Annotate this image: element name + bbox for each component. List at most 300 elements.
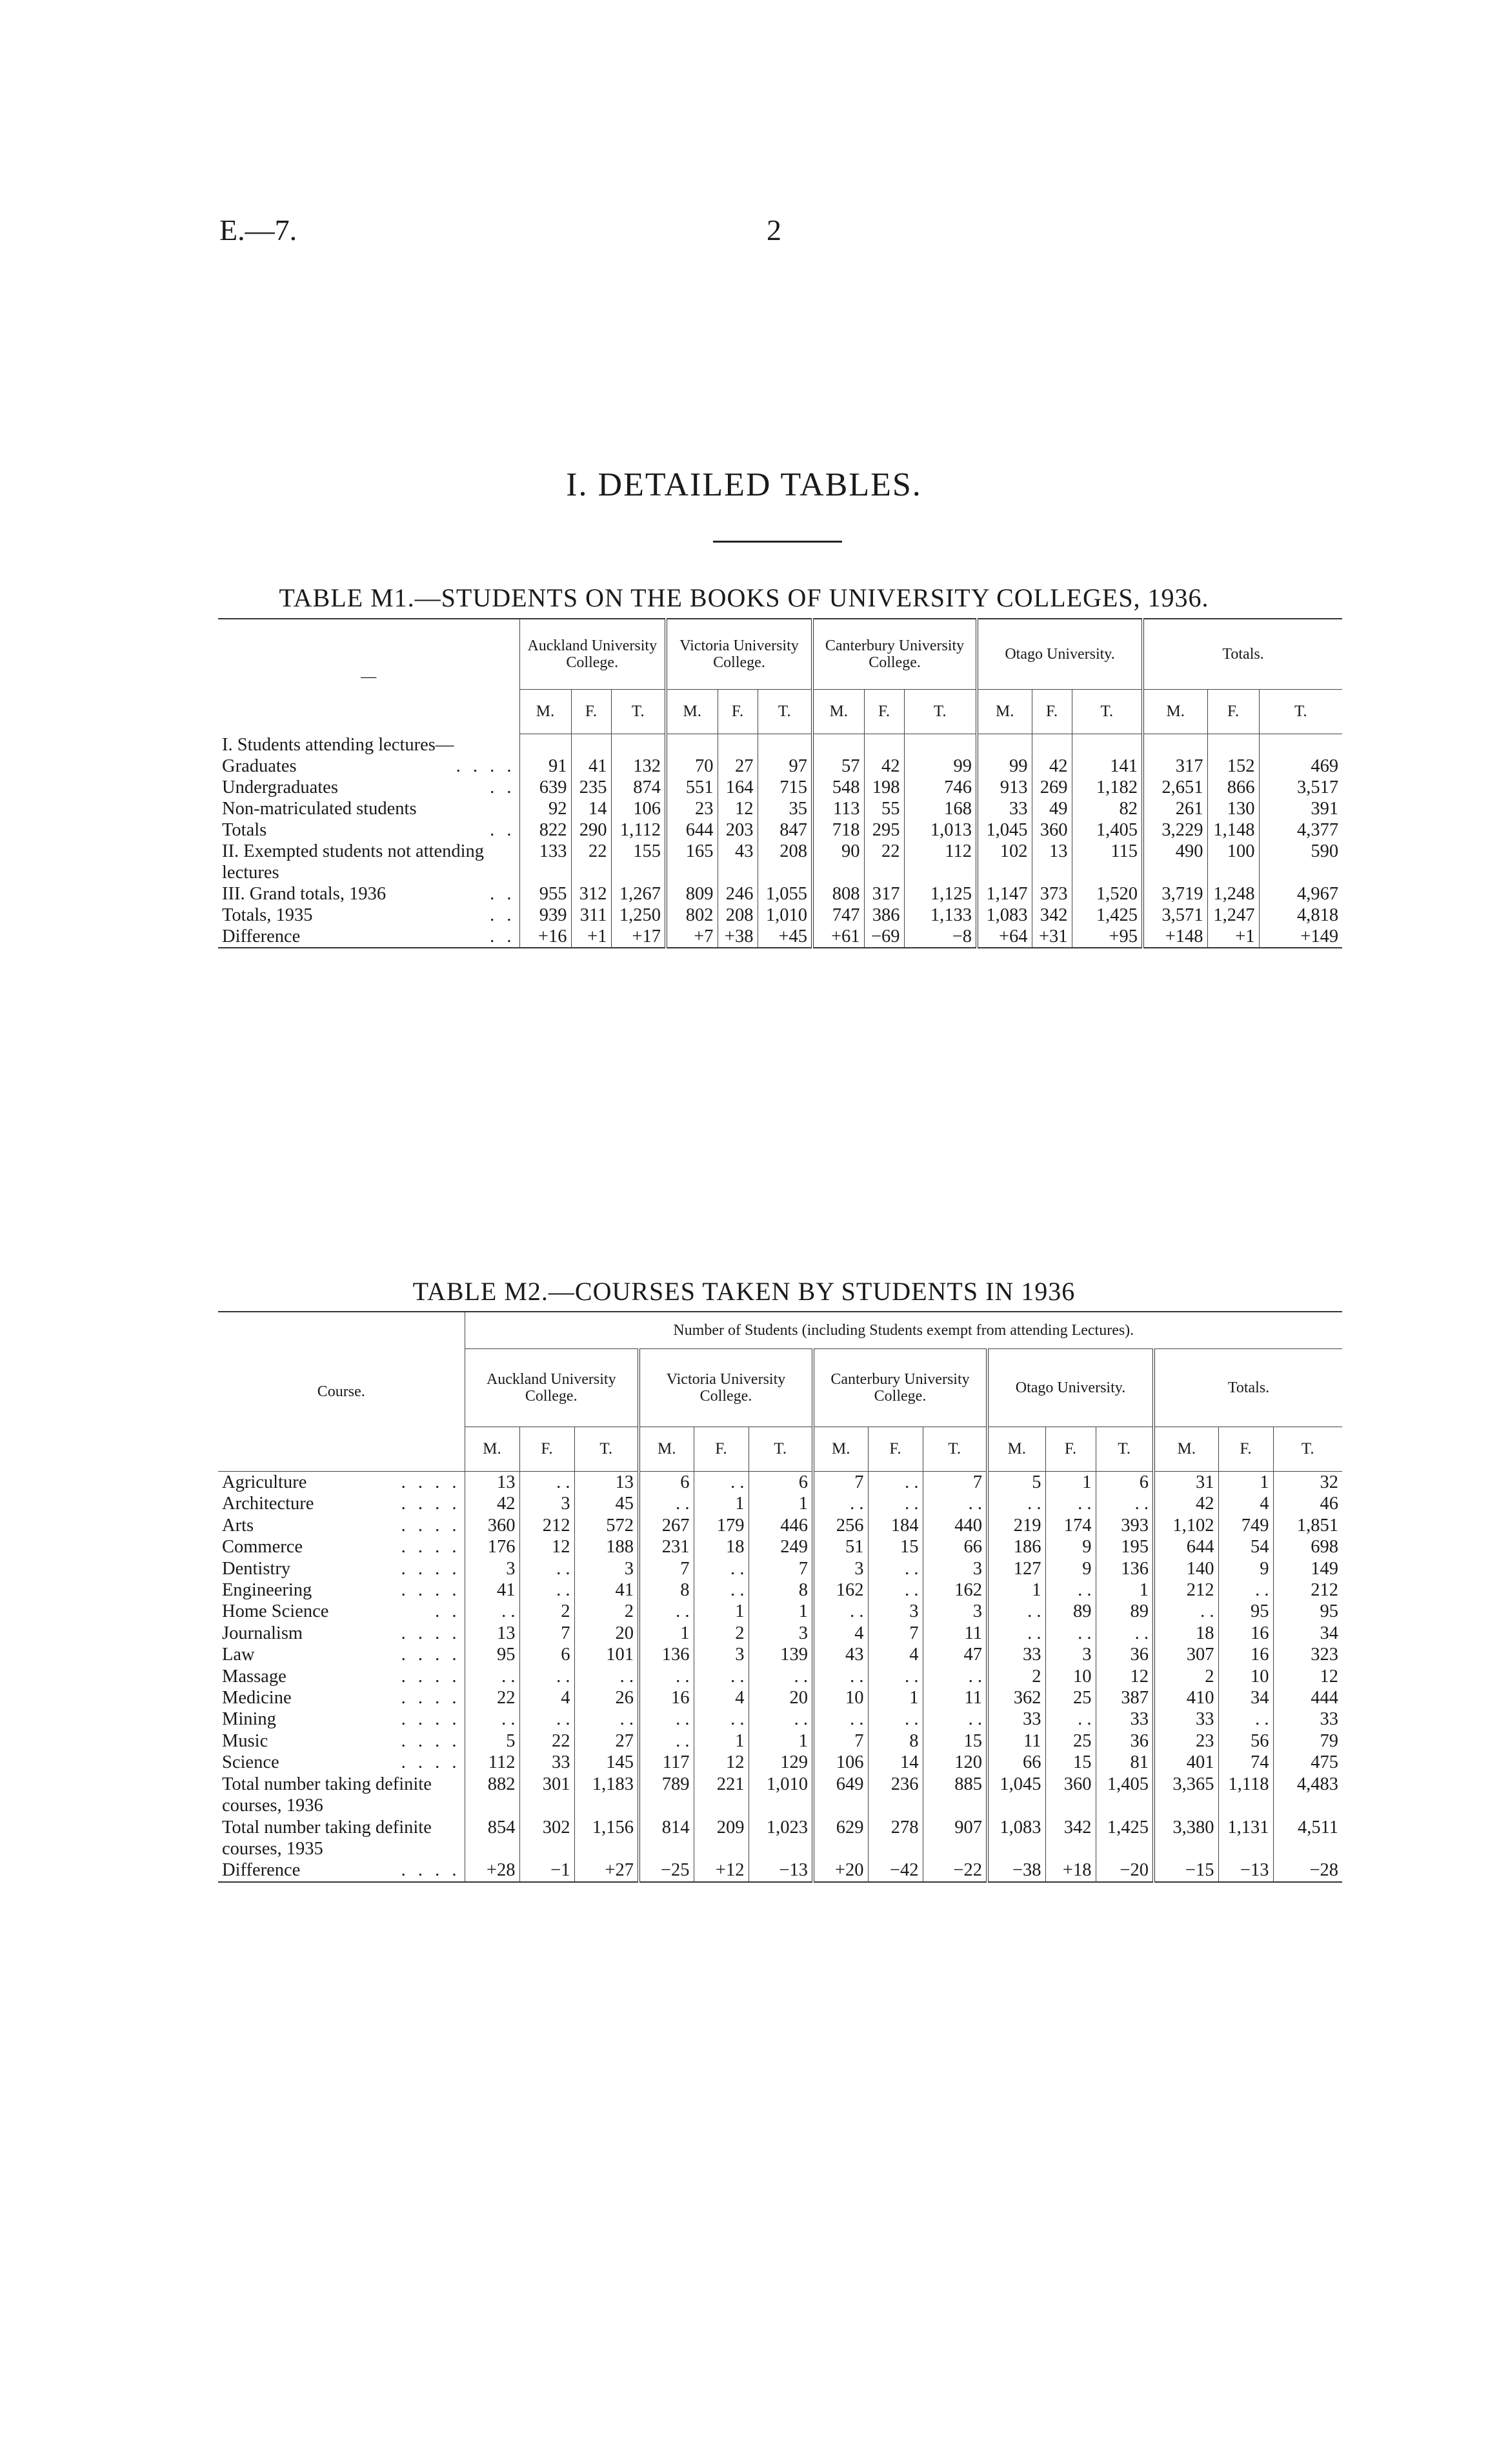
table-cell: +28 [465, 1859, 519, 1881]
table-cell: 12 [1273, 1666, 1342, 1687]
table-cell: 360 [1045, 1774, 1096, 1817]
table-cell: 46 [1273, 1493, 1342, 1514]
table-cell: . . [749, 1708, 813, 1730]
table-cell: 1 [694, 1601, 749, 1622]
table2-group-canterbury: Canterbury University College. [813, 1349, 987, 1427]
table-cell: 548 [812, 777, 864, 798]
table-cell: 41 [574, 1579, 639, 1601]
table-cell: 127 [987, 1558, 1045, 1579]
table-cell: +64 [977, 926, 1032, 948]
table-cell: 12 [519, 1536, 574, 1558]
table-cell: . . [749, 1666, 813, 1687]
table-cell: 3 [749, 1623, 813, 1644]
table-cell: 301 [519, 1774, 574, 1817]
row-label-text: Non-matriculated students [222, 798, 417, 819]
leader-dots: . . . . [401, 1645, 461, 1665]
table-row [218, 1752, 1342, 1773]
table-cell: 1 [868, 1687, 923, 1708]
table2-subhead: T. [749, 1427, 813, 1472]
table1-subhead: T. [904, 690, 977, 734]
table-cell: 149 [1273, 1558, 1342, 1579]
table-cell: 198 [864, 777, 904, 798]
table-cell: 644 [666, 819, 718, 841]
table-row [218, 1687, 1342, 1708]
table-cell: 4,511 [1273, 1817, 1342, 1860]
table-cell: 342 [1045, 1817, 1096, 1860]
table2-group-auckland: Auckland University College. [465, 1349, 639, 1427]
table-cell: 440 [923, 1515, 987, 1536]
table2-group-otago: Otago University. [987, 1349, 1154, 1427]
table-cell: 7 [639, 1558, 694, 1579]
table1-group-totals: Totals. [1143, 619, 1342, 690]
table-cell: 27 [574, 1730, 639, 1752]
row-label-text: Commerce [222, 1537, 303, 1558]
table-cell: 10 [1218, 1666, 1273, 1687]
table2-subhead: T. [923, 1427, 987, 1472]
row-label [218, 1666, 465, 1687]
table-cell: 3,517 [1259, 777, 1342, 798]
table-cell: 25 [1045, 1730, 1096, 1752]
row-label [218, 883, 519, 905]
table-cell: 1,045 [987, 1774, 1045, 1817]
table2-subhead: M. [1154, 1427, 1218, 1472]
table-cell: 3,719 [1143, 883, 1207, 905]
table-cell: 95 [1273, 1601, 1342, 1622]
table-cell: 749 [1218, 1515, 1273, 1536]
table-cell: 7 [813, 1472, 868, 1494]
table-cell: 882 [465, 1774, 519, 1817]
table-cell: . . [1154, 1601, 1218, 1622]
row-label-text: I. Students attending lectures— [222, 734, 454, 755]
table-cell: . . [519, 1558, 574, 1579]
row-label [218, 1644, 465, 1665]
row-label-text: III. Grand totals, 1936 [222, 883, 387, 904]
table2-subhead: M. [813, 1427, 868, 1472]
table-cell: 120 [923, 1752, 987, 1773]
row-label-text: Music [222, 1730, 268, 1751]
table-cell [571, 734, 611, 756]
table-cell: 913 [977, 777, 1032, 798]
table-cell: 1,055 [758, 883, 812, 905]
table-cell: 155 [611, 841, 666, 883]
table-cell: 386 [864, 905, 904, 926]
table-cell: . . [639, 1666, 694, 1687]
table-cell: 7 [868, 1623, 923, 1644]
table-cell: 15 [1045, 1752, 1096, 1773]
row-label [218, 1730, 465, 1752]
table-cell: 1 [987, 1579, 1045, 1601]
table-cell: 56 [1218, 1730, 1273, 1752]
row-label-text: Engineering [222, 1580, 312, 1601]
table-cell: 162 [923, 1579, 987, 1601]
table-row [218, 1774, 1342, 1817]
table-cell: 809 [666, 883, 718, 905]
table1-subhead: F. [1207, 690, 1259, 734]
table-cell: 1,147 [977, 883, 1032, 905]
table-cell: . . [639, 1730, 694, 1752]
table-cell: 373 [1032, 883, 1072, 905]
table-cell: 1,083 [977, 905, 1032, 926]
table-cell [812, 734, 864, 756]
table-row [218, 1493, 1342, 1514]
table-cell: . . [1218, 1708, 1273, 1730]
table-cell: 168 [904, 798, 977, 819]
table-cell: . . [987, 1601, 1045, 1622]
table-cell: +61 [812, 926, 864, 948]
table-cell: 362 [987, 1687, 1045, 1708]
table-cell: 79 [1273, 1730, 1342, 1752]
table-cell: 82 [1072, 798, 1143, 819]
table-cell: 874 [611, 777, 666, 798]
table-cell: . . [639, 1601, 694, 1622]
table1-group-auckland: Auckland University College. [519, 619, 666, 690]
table2-subhead: F. [1045, 1427, 1096, 1472]
table-cell: +45 [758, 926, 812, 948]
table-cell: 43 [718, 841, 758, 883]
table-cell: 295 [864, 819, 904, 841]
table-cell: 1,248 [1207, 883, 1259, 905]
table2-group-totals: Totals. [1154, 1349, 1342, 1427]
table-cell: 1,851 [1273, 1515, 1342, 1536]
table-cell: 99 [904, 756, 977, 777]
table-cell [519, 734, 571, 756]
table-cell: 1,520 [1072, 883, 1143, 905]
table-cell: 1,013 [904, 819, 977, 841]
page-reference: E.—7. [219, 214, 297, 246]
table-cell: 907 [923, 1817, 987, 1860]
table-cell: 393 [1096, 1515, 1154, 1536]
table-cell: +12 [694, 1859, 749, 1881]
table-cell: 3,380 [1154, 1817, 1218, 1860]
table-cell: . . [813, 1708, 868, 1730]
table-cell: 4,967 [1259, 883, 1342, 905]
table-cell: 23 [1154, 1730, 1218, 1752]
table-cell: 162 [813, 1579, 868, 1601]
table-cell: . . [1218, 1579, 1273, 1601]
table-cell: 8 [868, 1730, 923, 1752]
table-cell: 18 [1154, 1623, 1218, 1644]
table-cell: −25 [639, 1859, 694, 1881]
table-courses-taken [218, 1311, 1342, 1883]
leader-dots: . . [490, 883, 516, 904]
leader-dots: . . . . [401, 1515, 461, 1536]
row-label [218, 777, 519, 798]
table-cell: 342 [1032, 905, 1072, 926]
table-cell: 91 [519, 756, 571, 777]
table-row [218, 777, 1342, 798]
table-cell: 22 [519, 1730, 574, 1752]
table-cell: . . [465, 1601, 519, 1622]
table-cell: . . [694, 1666, 749, 1687]
table-cell: +1 [1207, 926, 1259, 948]
table-cell: 3,229 [1143, 819, 1207, 841]
table-cell: 33 [1096, 1708, 1154, 1730]
table-cell: 13 [1032, 841, 1072, 883]
table-cell: 854 [465, 1817, 519, 1860]
table-cell: 814 [639, 1817, 694, 1860]
table-cell: . . [868, 1708, 923, 1730]
table-cell: . . [639, 1493, 694, 1514]
table1-subhead: M. [666, 690, 718, 734]
table-cell: 140 [1154, 1558, 1218, 1579]
table-cell: 747 [812, 905, 864, 926]
table-cell: 22 [864, 841, 904, 883]
row-label-text: Architecture [222, 1494, 314, 1514]
row-label [218, 1752, 465, 1773]
row-label [218, 926, 519, 948]
table-cell: 1,083 [987, 1817, 1045, 1860]
table1-group-victoria: Victoria University College. [666, 619, 812, 690]
table-cell: 551 [666, 777, 718, 798]
table-cell: . . [1045, 1708, 1096, 1730]
table-cell: 31 [1154, 1472, 1218, 1494]
table-cell: 10 [813, 1687, 868, 1708]
table-row [218, 883, 1342, 905]
table-cell: +95 [1072, 926, 1143, 948]
table-cell: 33 [1154, 1708, 1218, 1730]
table-cell: 141 [1072, 756, 1143, 777]
table-cell: 74 [1218, 1752, 1273, 1773]
table-cell: 715 [758, 777, 812, 798]
table-cell: 9 [1045, 1558, 1096, 1579]
table-cell: 246 [718, 883, 758, 905]
table-row [218, 1515, 1342, 1536]
table-cell: 3,571 [1143, 905, 1207, 926]
table-cell: 1 [694, 1730, 749, 1752]
table-cell: 22 [571, 841, 611, 883]
table-cell [666, 734, 718, 756]
table-cell: 1 [749, 1601, 813, 1622]
table-cell: 1,250 [611, 905, 666, 926]
row-label [218, 819, 519, 841]
table-cell: 401 [1154, 1752, 1218, 1773]
table-cell: 203 [718, 819, 758, 841]
table-cell: 307 [1154, 1644, 1218, 1665]
table-cell: 188 [574, 1536, 639, 1558]
table-row [218, 798, 1342, 819]
table-cell: 212 [519, 1515, 574, 1536]
table-cell: 475 [1273, 1752, 1342, 1773]
table-cell: 808 [812, 883, 864, 905]
table-cell: 261 [1143, 798, 1207, 819]
row-label-text: Total number taking definite courses, 1936 [222, 1774, 432, 1816]
table-cell: 644 [1154, 1536, 1218, 1558]
table-cell: 1,405 [1096, 1774, 1154, 1817]
table-cell: 6 [1096, 1472, 1154, 1494]
leader-dots: . . . . [401, 1494, 461, 1514]
table-row [218, 1472, 1342, 1494]
row-label [218, 1774, 465, 1817]
row-label [218, 1623, 465, 1644]
leader-dots: . . . . [401, 1472, 461, 1492]
table-cell: +17 [611, 926, 666, 948]
row-label-text: Science [222, 1752, 279, 1773]
table-row [218, 841, 1342, 883]
table-cell: 446 [749, 1515, 813, 1536]
table-cell: 4,818 [1259, 905, 1342, 926]
table-cell: 2 [1154, 1666, 1218, 1687]
table-cell: 7 [923, 1472, 987, 1494]
leader-dots: . . . . [401, 1623, 461, 1643]
table2-spanning-header: Number of Students (including Students exempt from attending Lectures). [465, 1312, 1342, 1349]
table-cell: . . [519, 1708, 574, 1730]
table-cell: 130 [1207, 798, 1259, 819]
table-cell: 106 [813, 1752, 868, 1773]
table1-caption: TABLE M1.—STUDENTS ON THE BOOKS OF UNIVERSITY COLLEGES, 1936. [279, 583, 1209, 612]
table-cell: −28 [1273, 1859, 1342, 1881]
table-cell: 2 [987, 1666, 1045, 1687]
row-label [218, 1708, 465, 1730]
leader-dots: . . [490, 926, 516, 947]
table-cell [758, 734, 812, 756]
table-cell: 22 [465, 1687, 519, 1708]
row-label [218, 1472, 465, 1494]
table-cell: 3 [519, 1493, 574, 1514]
table-cell: 3,365 [1154, 1774, 1218, 1817]
table-row [218, 756, 1342, 777]
table-cell [1032, 734, 1072, 756]
table-cell: 152 [1207, 756, 1259, 777]
table-cell: 32 [1273, 1472, 1342, 1494]
table-cell: 33 [519, 1752, 574, 1773]
table-cell: 100 [1207, 841, 1259, 883]
table-row [218, 905, 1342, 926]
row-label [218, 756, 519, 777]
table-cell: −42 [868, 1859, 923, 1881]
table-cell: 89 [1096, 1601, 1154, 1622]
table-cell: 4 [694, 1687, 749, 1708]
table-cell: 1,118 [1218, 1774, 1273, 1817]
table-cell: 90 [812, 841, 864, 883]
table-cell: 802 [666, 905, 718, 926]
table-cell: 27 [718, 756, 758, 777]
table-row [218, 1708, 1342, 1730]
table-cell: 269 [1032, 777, 1072, 798]
table-cell: 1,102 [1154, 1515, 1218, 1536]
table-cell: 1 [749, 1493, 813, 1514]
table-cell: 47 [923, 1644, 987, 1665]
table1-subhead: T. [758, 690, 812, 734]
table-cell: 847 [758, 819, 812, 841]
row-label [218, 905, 519, 926]
table-cell: 55 [864, 798, 904, 819]
table-cell: 746 [904, 777, 977, 798]
table-cell: . . [519, 1472, 574, 1494]
leader-dots: . . . . [401, 1666, 461, 1687]
table-cell: 1 [1045, 1472, 1096, 1494]
table-cell: +7 [666, 926, 718, 948]
table-cell: 117 [639, 1752, 694, 1773]
table-cell: . . [694, 1472, 749, 1494]
table-cell: 26 [574, 1687, 639, 1708]
table-cell: 629 [813, 1817, 868, 1860]
table-cell: 3 [923, 1558, 987, 1579]
table-cell: . . [813, 1493, 868, 1514]
table-cell: 2,651 [1143, 777, 1207, 798]
table-cell: 4 [813, 1623, 868, 1644]
table-cell: 1 [639, 1623, 694, 1644]
table-cell: 391 [1259, 798, 1342, 819]
table-cell: 208 [718, 905, 758, 926]
table-cell: 18 [694, 1536, 749, 1558]
table-cell: 3 [465, 1558, 519, 1579]
table-cell: 698 [1273, 1536, 1342, 1558]
table-cell: 590 [1259, 841, 1342, 883]
table-cell: 176 [465, 1536, 519, 1558]
table-cell: 184 [868, 1515, 923, 1536]
table-cell: 572 [574, 1515, 639, 1536]
table-cell: +31 [1032, 926, 1072, 948]
table1-group-otago: Otago University. [977, 619, 1143, 690]
table-cell: . . [519, 1579, 574, 1601]
table-cell: +149 [1259, 926, 1342, 948]
table-cell: 43 [813, 1644, 868, 1665]
table-cell: 1,405 [1072, 819, 1143, 841]
table-cell: 955 [519, 883, 571, 905]
table-cell: . . [465, 1708, 519, 1730]
table-cell: . . [639, 1708, 694, 1730]
table-cell: 13 [465, 1472, 519, 1494]
table-cell: 302 [519, 1817, 574, 1860]
table-row [218, 1601, 1342, 1622]
table2-subhead: T. [1096, 1427, 1154, 1472]
table-cell: −1 [519, 1859, 574, 1881]
table1-subhead: M. [1143, 690, 1207, 734]
table-row [218, 1859, 1342, 1881]
table2-subhead: F. [1218, 1427, 1273, 1472]
table-cell: 249 [749, 1536, 813, 1558]
table-cell: 133 [519, 841, 571, 883]
table-row [218, 926, 1342, 948]
table-cell: 25 [1045, 1687, 1096, 1708]
row-label [218, 1493, 465, 1514]
table-cell: . . [465, 1666, 519, 1687]
table-cell: 42 [1032, 756, 1072, 777]
row-label-text: Home Science [222, 1601, 329, 1622]
table-cell: 35 [758, 798, 812, 819]
table-cell: . . [1045, 1493, 1096, 1514]
table2-course-header: Course. [218, 1312, 465, 1472]
leader-dots: . . . . [401, 1580, 461, 1601]
table-cell: 1,156 [574, 1817, 639, 1860]
table-cell: . . [868, 1472, 923, 1494]
table-cell: 10 [1045, 1666, 1096, 1687]
table-cell [977, 734, 1032, 756]
table-cell: 20 [574, 1623, 639, 1644]
table-cell: −38 [987, 1859, 1045, 1881]
table-cell: 42 [1154, 1493, 1218, 1514]
row-label-text: Dentistry [222, 1558, 291, 1579]
table2-subhead: T. [1273, 1427, 1342, 1472]
table1-subhead: F. [1032, 690, 1072, 734]
table-cell: 42 [864, 756, 904, 777]
table-cell: 4 [868, 1644, 923, 1665]
row-label-text: Totals [222, 819, 267, 840]
table-cell: 231 [639, 1536, 694, 1558]
leader-dots: . . . . [401, 1537, 461, 1558]
table-cell: 33 [987, 1644, 1045, 1665]
table-cell: 312 [571, 883, 611, 905]
table-cell: −20 [1096, 1859, 1154, 1881]
page-number: 2 [767, 214, 781, 246]
table-cell: 49 [1032, 798, 1072, 819]
table-cell: 11 [923, 1687, 987, 1708]
table-cell: 649 [813, 1774, 868, 1817]
table-row [218, 819, 1342, 841]
row-label-text: Medicine [222, 1688, 292, 1708]
table-cell: 186 [987, 1536, 1045, 1558]
table-cell: 101 [574, 1644, 639, 1665]
